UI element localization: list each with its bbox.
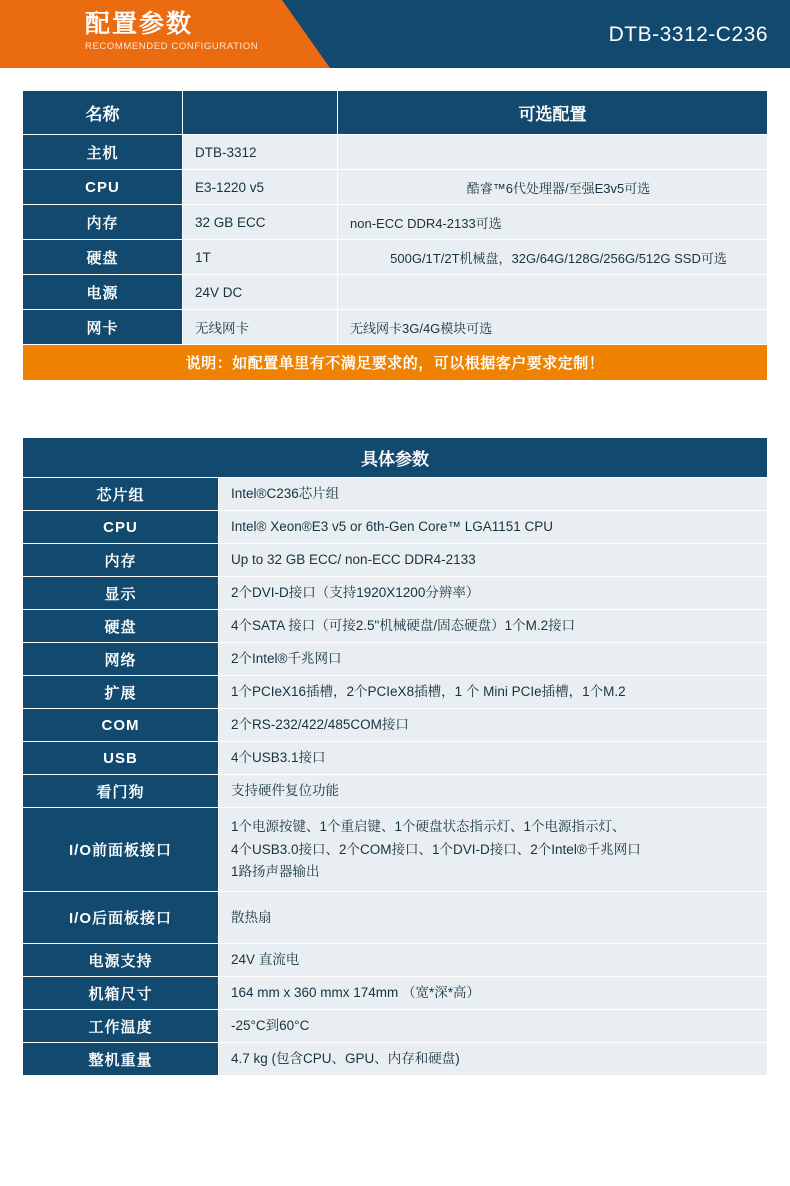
spec-value-expansion: 1个PCIeX16插槽，2个PCIeX8插槽，1 个 Mini PCIe插槽，1个M.2	[219, 676, 768, 709]
row-label-network-card: 网卡	[23, 310, 183, 345]
row-label-power: 电源	[23, 275, 183, 310]
header-title-group	[85, 9, 258, 54]
table-row	[23, 310, 768, 345]
spec-label-usb: USB	[23, 742, 219, 775]
table-row	[23, 1043, 768, 1076]
front-panel-line-3: 1路扬声器输出	[231, 864, 320, 880]
table-row	[23, 643, 768, 676]
config-note-row	[23, 345, 768, 381]
detailed-spec-block	[22, 437, 768, 1076]
spec-label-chipset: 芯片组	[23, 478, 219, 511]
row-label-host: 主机	[23, 135, 183, 170]
table-row	[23, 775, 768, 808]
column-header-name: 名称	[23, 91, 183, 135]
row-option-storage: 500G/1T/2T机械盘，32G/64G/128G/256G/512G SSD可选	[338, 240, 768, 275]
row-option-memory: non-ECC DDR4-2133可选	[338, 205, 768, 240]
table-row	[23, 1010, 768, 1043]
table-row	[23, 892, 768, 944]
spec-label-rear-panel-io: I/O后面板接口	[23, 892, 219, 944]
spec-label-cpu: CPU	[23, 511, 219, 544]
spec-table-header-row	[23, 438, 768, 478]
row-value-power: 24V DC	[183, 275, 338, 310]
row-value-storage: 1T	[183, 240, 338, 275]
table-row	[23, 577, 768, 610]
spec-value-watchdog: 支持硬件复位功能	[219, 775, 768, 808]
spec-label-display: 显示	[23, 577, 219, 610]
spec-value-network: 2个Intel®千兆网口	[219, 643, 768, 676]
spec-value-storage: 4个SATA 接口（可接2.5"机械硬盘/固态硬盘）1个M.2接口	[219, 610, 768, 643]
spec-value-rear-panel-io: 散热扇	[219, 892, 768, 944]
column-header-blank	[183, 91, 338, 135]
spec-value-power-support: 24V 直流电	[219, 944, 768, 977]
row-value-host: DTB-3312	[183, 135, 338, 170]
spec-value-cpu: Intel® Xeon®E3 v5 or 6th-Gen Core™ LGA1151 CPU	[219, 511, 768, 544]
spec-table-title: 具体参数	[23, 438, 768, 478]
spec-value-memory: Up to 32 GB ECC/ non-ECC DDR4-2133	[219, 544, 768, 577]
spec-label-total-weight: 整机重量	[23, 1043, 219, 1076]
table-row	[23, 742, 768, 775]
table-row	[23, 170, 768, 205]
spec-label-watchdog: 看门狗	[23, 775, 219, 808]
spec-label-expansion: 扩展	[23, 676, 219, 709]
spec-value-usb: 4个USB3.1接口	[219, 742, 768, 775]
table-row	[23, 676, 768, 709]
front-panel-line-2: 4个USB3.0接口、2个COM接口、1个DVI-D接口、2个Intel®千兆网口	[231, 841, 641, 857]
row-option-host	[338, 135, 768, 170]
detailed-spec-table	[22, 437, 768, 1076]
row-option-network-card: 无线网卡3G/4G模块可选	[338, 310, 768, 345]
spec-label-memory: 内存	[23, 544, 219, 577]
table-row	[23, 240, 768, 275]
front-panel-line-1: 1个电源按键、1个重启键、1个硬盘状态指示灯、1个电源指示灯、	[231, 819, 626, 835]
row-value-memory: 32 GB ECC	[183, 205, 338, 240]
spec-value-operating-temperature: -25°C到60°C	[219, 1010, 768, 1043]
page-subtitle: RECOMMENDED CONFIGURATION	[85, 41, 259, 52]
table-row	[23, 135, 768, 170]
table-row	[23, 808, 768, 892]
table-row	[23, 944, 768, 977]
spec-label-front-panel-io: I/O前面板接口	[23, 808, 219, 892]
spec-label-com: COM	[23, 709, 219, 742]
page-header	[0, 0, 790, 68]
spec-value-total-weight: 4.7 kg (包含CPU、GPU、内存和硬盘)	[219, 1043, 768, 1076]
table-row	[23, 205, 768, 240]
spec-label-operating-temperature: 工作温度	[23, 1010, 219, 1043]
column-header-options: 可选配置	[338, 91, 768, 135]
spec-value-chassis-size: 164 mm x 360 mmx 174mm （宽*深*高）	[219, 977, 768, 1010]
spec-label-chassis-size: 机箱尺寸	[23, 977, 219, 1010]
config-note-text: 说明：如配置单里有不满足要求的，可以根据客户要求定制！	[23, 345, 768, 381]
table-row	[23, 977, 768, 1010]
spec-label-storage: 硬盘	[23, 610, 219, 643]
table-row	[23, 478, 768, 511]
row-label-cpu: CPU	[23, 170, 183, 205]
row-label-storage: 硬盘	[23, 240, 183, 275]
spec-value-display: 2个DVI-D接口（支持1920X1200分辨率）	[219, 577, 768, 610]
row-value-cpu: E3-1220 v5	[183, 170, 338, 205]
table-row	[23, 275, 768, 310]
row-value-network-card: 无线网卡	[183, 310, 338, 345]
page-title: 配置参数	[85, 10, 194, 38]
row-option-power	[338, 275, 768, 310]
recommended-config-block	[22, 90, 768, 381]
table-row	[23, 544, 768, 577]
row-label-memory: 内存	[23, 205, 183, 240]
row-option-cpu: 酷睿™6代处理器/至强E3v5可选	[338, 170, 768, 205]
product-model: DTB-3312-C236	[608, 23, 768, 46]
table-row	[23, 709, 768, 742]
spec-label-power-support: 电源支持	[23, 944, 219, 977]
recommended-config-table	[22, 90, 768, 381]
spec-label-network: 网络	[23, 643, 219, 676]
table-row	[23, 511, 768, 544]
spec-value-com: 2个RS-232/422/485COM接口	[219, 709, 768, 742]
table-row	[23, 610, 768, 643]
table-header-row	[23, 91, 768, 135]
spec-value-front-panel-io	[219, 808, 768, 892]
spec-value-chipset: Intel®C236芯片组	[219, 478, 768, 511]
